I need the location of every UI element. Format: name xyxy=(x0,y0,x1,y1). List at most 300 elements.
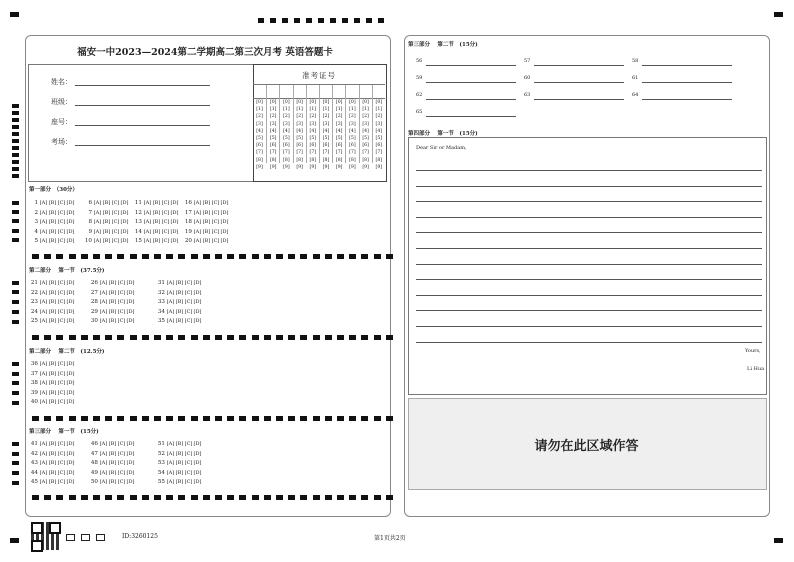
id-digit-bubble[interactable]: [4] xyxy=(269,128,277,134)
answer-bubble[interactable]: [D] xyxy=(120,238,129,245)
answer-bubble[interactable]: [A] xyxy=(39,289,48,296)
answer-bubble[interactable]: [C] xyxy=(211,228,220,235)
answer-bubble[interactable]: [B] xyxy=(175,289,184,296)
answer-bubble[interactable]: [A] xyxy=(99,460,108,467)
answer-bubble[interactable]: [B] xyxy=(102,238,111,245)
id-digit-bubble[interactable]: [6] xyxy=(349,143,356,149)
answer-bubble[interactable]: [B] xyxy=(48,460,57,467)
answer-bubble[interactable]: [A] xyxy=(39,280,48,286)
answer-bubble[interactable]: [A] xyxy=(99,318,108,325)
id-digit-bubble[interactable]: [5] xyxy=(269,136,277,142)
writing-line[interactable] xyxy=(416,310,762,311)
answer-bubble[interactable]: [C] xyxy=(57,479,66,486)
id-digit-bubble[interactable]: [9] xyxy=(349,164,356,170)
answer-bubble[interactable]: [C] xyxy=(57,399,66,406)
answer-bubble[interactable]: [C] xyxy=(161,219,170,226)
answer-bubble[interactable]: [D] xyxy=(170,209,179,216)
id-digit-bubble[interactable]: [6] xyxy=(335,143,343,149)
answer-bubble[interactable]: [A] xyxy=(39,370,48,377)
answer-bubble[interactable]: [B] xyxy=(48,361,57,367)
id-digit-bubble[interactable]: [4] xyxy=(256,128,263,134)
answer-bubble[interactable]: [D] xyxy=(66,479,75,486)
id-digit-bubble[interactable]: [0] xyxy=(349,100,356,105)
id-digit-bubble[interactable]: [1] xyxy=(362,107,369,113)
id-digit-bubble[interactable]: [3] xyxy=(375,121,383,127)
id-digit-bubble[interactable]: [1] xyxy=(375,107,383,113)
answer-bubble[interactable]: [B] xyxy=(108,299,117,306)
id-digit-bubble[interactable]: [7] xyxy=(256,150,263,156)
writing-line[interactable] xyxy=(416,232,762,233)
answer-bubble[interactable]: [B] xyxy=(48,469,57,476)
id-digit-bubble[interactable]: [3] xyxy=(349,121,356,127)
id-digit-bubble[interactable]: [4] xyxy=(349,128,356,134)
answer-bubble[interactable]: [B] xyxy=(108,280,117,286)
answer-bubble[interactable]: [D] xyxy=(66,308,75,315)
answer-bubble[interactable]: [A] xyxy=(39,361,48,367)
id-digit-bubble[interactable]: [0] xyxy=(283,100,290,105)
answer-bubble[interactable]: [A] xyxy=(39,460,48,467)
id-digit-bubble[interactable]: [4] xyxy=(335,128,343,134)
id-digit-bubble[interactable]: [7] xyxy=(309,150,317,156)
answer-bubble[interactable]: [B] xyxy=(202,209,211,216)
blank-checkbox[interactable] xyxy=(81,534,90,541)
answer-bubble[interactable]: [C] xyxy=(117,469,126,476)
id-digit-bubble[interactable]: [7] xyxy=(296,150,303,156)
answer-bubble[interactable]: [B] xyxy=(102,228,111,235)
answer-bubble[interactable]: [B] xyxy=(175,441,184,447)
id-digit-column[interactable] xyxy=(359,85,372,170)
id-digit-bubble[interactable]: [9] xyxy=(296,164,303,170)
name-field[interactable] xyxy=(75,85,210,86)
answer-bubble[interactable]: [D] xyxy=(170,219,179,226)
answer-bubble[interactable]: [C] xyxy=(211,219,220,226)
answer-bubble[interactable]: [C] xyxy=(111,238,120,245)
id-digit-bubble[interactable]: [6] xyxy=(309,143,317,149)
id-digit-bubble[interactable]: [1] xyxy=(309,107,317,113)
id-digit-bubble[interactable]: [4] xyxy=(309,128,317,134)
answer-bubble[interactable]: [A] xyxy=(99,479,108,486)
answer-bubble[interactable]: [D] xyxy=(126,479,135,486)
id-digit-bubble[interactable]: [1] xyxy=(335,107,343,113)
answer-bubble[interactable]: [C] xyxy=(184,469,193,476)
id-digit-bubble[interactable]: [7] xyxy=(322,150,330,156)
blank-answer-line[interactable] xyxy=(426,99,516,100)
answer-bubble[interactable]: [C] xyxy=(117,460,126,467)
answer-bubble[interactable]: [D] xyxy=(66,361,75,367)
id-digit-bubble[interactable]: [0] xyxy=(375,100,383,105)
id-digit-bubble[interactable]: [4] xyxy=(322,128,330,134)
room-field[interactable] xyxy=(75,145,210,146)
answer-bubble[interactable]: [A] xyxy=(93,209,102,216)
answer-bubble[interactable]: [A] xyxy=(39,209,48,216)
answer-bubble[interactable]: [B] xyxy=(48,389,57,396)
answer-bubble[interactable]: [B] xyxy=(48,308,57,315)
answer-bubble[interactable]: [B] xyxy=(202,200,211,206)
answer-bubble[interactable]: [B] xyxy=(175,308,184,315)
answer-bubble[interactable]: [A] xyxy=(39,469,48,476)
answer-bubble[interactable]: [B] xyxy=(102,219,111,226)
id-digit-bubble[interactable]: [8] xyxy=(375,157,383,163)
answer-bubble[interactable]: [C] xyxy=(57,469,66,476)
id-digit-bubble[interactable]: [5] xyxy=(375,136,383,142)
answer-bubble[interactable]: [A] xyxy=(39,200,48,206)
id-digit-bubble[interactable]: [1] xyxy=(322,107,330,113)
id-digit-bubble[interactable]: [9] xyxy=(375,164,383,170)
id-digit-column[interactable] xyxy=(306,85,319,170)
writing-line[interactable] xyxy=(416,217,762,218)
answer-bubble[interactable]: [A] xyxy=(193,228,202,235)
answer-bubble[interactable]: [B] xyxy=(48,380,57,387)
answer-bubble[interactable]: [D] xyxy=(66,289,75,296)
id-digit-bubble[interactable]: [1] xyxy=(269,107,277,113)
id-digit-bubble[interactable]: [0] xyxy=(335,100,343,105)
answer-bubble[interactable]: [B] xyxy=(48,228,57,235)
answer-bubble[interactable]: [A] xyxy=(143,228,152,235)
id-digit-bubble[interactable]: [2] xyxy=(283,114,290,120)
id-digit-bubble[interactable]: [5] xyxy=(283,136,290,142)
id-digit-column[interactable] xyxy=(266,85,279,170)
answer-bubble[interactable]: [A] xyxy=(143,209,152,216)
writing-line[interactable] xyxy=(416,264,762,265)
id-digit-bubble[interactable]: [9] xyxy=(269,164,277,170)
answer-bubble[interactable]: [C] xyxy=(184,299,193,306)
answer-bubble[interactable]: [A] xyxy=(39,219,48,226)
answer-bubble[interactable]: [D] xyxy=(126,318,135,325)
answer-bubble[interactable]: [D] xyxy=(170,200,179,206)
id-digit-bubble[interactable]: [6] xyxy=(256,143,263,149)
id-digit-bubble[interactable]: [5] xyxy=(362,136,369,142)
answer-bubble[interactable]: [D] xyxy=(220,238,229,245)
answer-bubble[interactable]: [D] xyxy=(66,228,75,235)
answer-bubble[interactable]: [A] xyxy=(166,318,175,325)
answer-bubble[interactable]: [B] xyxy=(48,289,57,296)
answer-bubble[interactable]: [A] xyxy=(143,219,152,226)
id-digit-bubble[interactable]: [9] xyxy=(322,164,330,170)
id-digit-column[interactable] xyxy=(345,85,358,170)
id-digit-bubble[interactable]: [2] xyxy=(375,114,383,120)
answer-bubble[interactable]: [B] xyxy=(202,238,211,245)
answer-bubble[interactable]: [A] xyxy=(93,200,102,206)
answer-bubble[interactable]: [A] xyxy=(39,308,48,315)
answer-bubble[interactable]: [A] xyxy=(39,318,48,325)
answer-bubble[interactable]: [C] xyxy=(57,228,66,235)
id-digit-bubble[interactable]: [6] xyxy=(375,143,383,149)
id-digit-bubble[interactable]: [1] xyxy=(296,107,303,113)
answer-bubble[interactable]: [C] xyxy=(161,228,170,235)
answer-bubble[interactable]: [D] xyxy=(66,299,75,306)
answer-bubble[interactable]: [C] xyxy=(57,219,66,226)
answer-bubble[interactable]: [B] xyxy=(48,219,57,226)
answer-bubble[interactable]: [D] xyxy=(193,318,202,325)
writing-line[interactable] xyxy=(416,326,762,327)
answer-bubble[interactable]: [D] xyxy=(120,228,129,235)
answer-bubble[interactable]: [C] xyxy=(57,299,66,306)
blank-answer-line[interactable] xyxy=(534,82,624,83)
writing-area[interactable] xyxy=(408,137,767,395)
id-digit-bubble[interactable]: [8] xyxy=(269,157,277,163)
answer-bubble[interactable]: [D] xyxy=(126,280,135,286)
answer-bubble[interactable]: [D] xyxy=(126,450,135,457)
answer-bubble[interactable]: [D] xyxy=(66,219,75,226)
answer-bubble[interactable]: [D] xyxy=(220,200,229,206)
writing-line[interactable] xyxy=(416,248,762,249)
answer-bubble[interactable]: [B] xyxy=(175,280,184,286)
answer-bubble[interactable]: [D] xyxy=(193,450,202,457)
id-digit-bubble[interactable]: [5] xyxy=(335,136,343,142)
id-digit-bubble[interactable]: [3] xyxy=(283,121,290,127)
answer-bubble[interactable]: [C] xyxy=(57,280,66,286)
answer-bubble[interactable]: [C] xyxy=(184,479,193,486)
id-digit-bubble[interactable]: [8] xyxy=(283,157,290,163)
answer-bubble[interactable]: [C] xyxy=(211,200,220,206)
blank-answer-line[interactable] xyxy=(534,99,624,100)
id-digit-bubble[interactable]: [5] xyxy=(349,136,356,142)
answer-bubble[interactable]: [A] xyxy=(99,289,108,296)
answer-bubble[interactable]: [A] xyxy=(93,238,102,245)
answer-bubble[interactable]: [A] xyxy=(143,238,152,245)
answer-bubble[interactable]: [B] xyxy=(108,308,117,315)
answer-bubble[interactable]: [D] xyxy=(66,370,75,377)
id-digit-column[interactable] xyxy=(319,85,332,170)
id-digit-bubble[interactable]: [6] xyxy=(362,143,369,149)
answer-bubble[interactable]: [A] xyxy=(39,450,48,457)
answer-bubble[interactable]: [C] xyxy=(184,441,193,447)
answer-bubble[interactable]: [A] xyxy=(39,228,48,235)
answer-bubble[interactable]: [C] xyxy=(117,450,126,457)
answer-bubble[interactable]: [D] xyxy=(193,308,202,315)
id-digit-bubble[interactable]: [2] xyxy=(322,114,330,120)
id-digit-bubble[interactable]: [6] xyxy=(269,143,277,149)
id-digit-bubble[interactable]: [3] xyxy=(309,121,317,127)
answer-bubble[interactable]: [C] xyxy=(111,228,120,235)
answer-bubble[interactable]: [C] xyxy=(57,389,66,396)
answer-bubble[interactable]: [C] xyxy=(161,200,170,206)
answer-bubble[interactable]: [B] xyxy=(152,219,161,226)
id-digit-bubble[interactable]: [3] xyxy=(335,121,343,127)
answer-bubble[interactable]: [A] xyxy=(39,389,48,396)
answer-bubble[interactable]: [B] xyxy=(152,200,161,206)
id-digit-bubble[interactable]: [1] xyxy=(283,107,290,113)
answer-bubble[interactable]: [A] xyxy=(166,441,175,447)
id-digit-bubble[interactable]: [3] xyxy=(256,121,263,127)
answer-bubble[interactable]: [D] xyxy=(120,200,129,206)
answer-bubble[interactable]: [D] xyxy=(126,299,135,306)
seat-field[interactable] xyxy=(75,125,210,126)
answer-bubble[interactable]: [A] xyxy=(99,280,108,286)
id-digit-bubble[interactable]: [4] xyxy=(296,128,303,134)
answer-bubble[interactable]: [A] xyxy=(99,441,108,447)
answer-bubble[interactable]: [D] xyxy=(193,479,202,486)
answer-bubble[interactable]: [B] xyxy=(102,200,111,206)
answer-bubble[interactable]: [D] xyxy=(193,460,202,467)
id-digit-bubble[interactable]: [8] xyxy=(335,157,343,163)
answer-bubble[interactable]: [B] xyxy=(202,219,211,226)
id-digit-bubble[interactable]: [2] xyxy=(269,114,277,120)
writing-line[interactable] xyxy=(416,186,762,187)
answer-bubble[interactable]: [B] xyxy=(108,289,117,296)
answer-bubble[interactable]: [A] xyxy=(39,238,48,245)
id-digit-bubble[interactable]: [0] xyxy=(256,100,263,105)
answer-bubble[interactable]: [C] xyxy=(57,441,66,447)
answer-bubble[interactable]: [C] xyxy=(57,318,66,325)
answer-bubble[interactable]: [A] xyxy=(93,219,102,226)
answer-bubble[interactable]: [A] xyxy=(166,299,175,306)
id-digit-bubble[interactable]: [6] xyxy=(322,143,330,149)
id-digit-bubble[interactable]: [6] xyxy=(283,143,290,149)
answer-bubble[interactable]: [B] xyxy=(48,479,57,486)
answer-bubble[interactable]: [B] xyxy=(48,318,57,325)
answer-bubble[interactable]: [C] xyxy=(161,238,170,245)
id-digit-bubble[interactable]: [6] xyxy=(296,143,303,149)
id-digit-column[interactable] xyxy=(332,85,345,170)
id-digit-bubble[interactable]: [5] xyxy=(309,136,317,142)
id-digit-bubble[interactable]: [3] xyxy=(322,121,330,127)
answer-bubble[interactable]: [D] xyxy=(66,238,75,245)
answer-bubble[interactable]: [B] xyxy=(175,460,184,467)
answer-bubble[interactable]: [B] xyxy=(108,441,117,447)
blank-answer-line[interactable] xyxy=(426,65,516,66)
blank-answer-line[interactable] xyxy=(642,65,732,66)
answer-bubble[interactable]: [B] xyxy=(108,450,117,457)
answer-bubble[interactable]: [D] xyxy=(126,441,135,447)
answer-bubble[interactable]: [A] xyxy=(193,200,202,206)
id-digit-bubble[interactable]: [7] xyxy=(269,150,277,156)
id-digit-bubble[interactable]: [0] xyxy=(322,100,330,105)
id-digit-column[interactable] xyxy=(279,85,292,170)
answer-bubble[interactable]: [B] xyxy=(175,450,184,457)
answer-bubble[interactable]: [B] xyxy=(48,370,57,377)
answer-bubble[interactable]: [B] xyxy=(175,299,184,306)
writing-line[interactable] xyxy=(416,170,762,171)
answer-bubble[interactable]: [C] xyxy=(57,380,66,387)
answer-bubble[interactable]: [C] xyxy=(57,460,66,467)
id-digit-bubble[interactable]: [0] xyxy=(362,100,369,105)
answer-bubble[interactable]: [D] xyxy=(193,289,202,296)
answer-bubble[interactable]: [B] xyxy=(48,441,57,447)
answer-bubble[interactable]: [B] xyxy=(102,209,111,216)
writing-line[interactable] xyxy=(416,295,762,296)
id-digit-bubble[interactable]: [2] xyxy=(309,114,317,120)
answer-bubble[interactable]: [D] xyxy=(126,289,135,296)
answer-bubble[interactable]: [D] xyxy=(220,228,229,235)
answer-bubble[interactable]: [B] xyxy=(108,318,117,325)
answer-bubble[interactable]: [D] xyxy=(66,209,75,216)
class-field[interactable] xyxy=(75,105,210,106)
answer-bubble[interactable]: [D] xyxy=(170,228,179,235)
id-digit-bubble[interactable]: [2] xyxy=(296,114,303,120)
answer-bubble[interactable]: [D] xyxy=(126,460,135,467)
answer-bubble[interactable]: [C] xyxy=(184,289,193,296)
answer-bubble[interactable]: [A] xyxy=(99,308,108,315)
answer-bubble[interactable]: [C] xyxy=(184,460,193,467)
answer-bubble[interactable]: [B] xyxy=(175,469,184,476)
id-digit-bubble[interactable]: [7] xyxy=(375,150,383,156)
answer-bubble[interactable]: [C] xyxy=(117,318,126,325)
answer-bubble[interactable]: [A] xyxy=(166,469,175,476)
answer-bubble[interactable]: [B] xyxy=(175,479,184,486)
answer-bubble[interactable]: [D] xyxy=(66,450,75,457)
answer-bubble[interactable]: [C] xyxy=(184,450,193,457)
id-digit-bubble[interactable]: [0] xyxy=(296,100,303,105)
blank-answer-line[interactable] xyxy=(534,65,624,66)
answer-bubble[interactable]: [B] xyxy=(48,209,57,216)
answer-bubble[interactable]: [D] xyxy=(193,469,202,476)
id-digit-column[interactable] xyxy=(293,85,306,170)
id-digit-bubble[interactable]: [8] xyxy=(309,157,317,163)
answer-bubble[interactable]: [C] xyxy=(184,308,193,315)
blank-checkbox[interactable] xyxy=(96,534,105,541)
answer-bubble[interactable]: [C] xyxy=(211,238,220,245)
answer-bubble[interactable]: [B] xyxy=(152,209,161,216)
answer-bubble[interactable]: [D] xyxy=(66,380,75,387)
answer-bubble[interactable]: [C] xyxy=(117,289,126,296)
id-digit-bubble[interactable]: [8] xyxy=(362,157,369,163)
answer-bubble[interactable]: [A] xyxy=(39,299,48,306)
answer-bubble[interactable]: [D] xyxy=(126,469,135,476)
answer-bubble[interactable]: [D] xyxy=(66,318,75,325)
id-digit-bubble[interactable]: [5] xyxy=(296,136,303,142)
id-digit-bubble[interactable]: [5] xyxy=(322,136,330,142)
id-digit-column[interactable] xyxy=(372,85,385,170)
id-digit-bubble[interactable]: [2] xyxy=(335,114,343,120)
answer-bubble[interactable]: [A] xyxy=(39,380,48,387)
answer-bubble[interactable]: [B] xyxy=(48,399,57,406)
answer-bubble[interactable]: [B] xyxy=(48,299,57,306)
answer-bubble[interactable]: [B] xyxy=(175,318,184,325)
id-digit-bubble[interactable]: [7] xyxy=(349,150,356,156)
answer-bubble[interactable]: [D] xyxy=(126,308,135,315)
id-digit-bubble[interactable]: [9] xyxy=(335,164,343,170)
answer-bubble[interactable]: [B] xyxy=(48,200,57,206)
blank-answer-line[interactable] xyxy=(642,82,732,83)
writing-line[interactable] xyxy=(416,342,762,343)
answer-bubble[interactable]: [A] xyxy=(166,280,175,286)
answer-bubble[interactable]: [C] xyxy=(184,280,193,286)
id-digit-bubble[interactable]: [5] xyxy=(256,136,263,142)
id-digit-bubble[interactable]: [7] xyxy=(362,150,369,156)
answer-bubble[interactable]: [A] xyxy=(193,219,202,226)
answer-bubble[interactable]: [B] xyxy=(152,238,161,245)
id-digit-bubble[interactable]: [8] xyxy=(256,157,263,163)
id-digit-bubble[interactable]: [3] xyxy=(269,121,277,127)
answer-bubble[interactable]: [B] xyxy=(48,238,57,245)
answer-bubble[interactable]: [B] xyxy=(48,450,57,457)
answer-bubble[interactable]: [C] xyxy=(111,200,120,206)
answer-bubble[interactable]: [D] xyxy=(66,399,75,406)
writing-line[interactable] xyxy=(416,279,762,280)
id-digit-bubble[interactable]: [4] xyxy=(362,128,369,134)
answer-bubble[interactable]: [A] xyxy=(143,200,152,206)
answer-bubble[interactable]: [B] xyxy=(108,469,117,476)
answer-bubble[interactable]: [B] xyxy=(152,228,161,235)
answer-bubble[interactable]: [C] xyxy=(117,441,126,447)
answer-bubble[interactable]: [B] xyxy=(48,280,57,286)
answer-bubble[interactable]: [D] xyxy=(220,219,229,226)
answer-bubble[interactable]: [A] xyxy=(166,450,175,457)
answer-bubble[interactable]: [C] xyxy=(111,219,120,226)
answer-bubble[interactable]: [C] xyxy=(57,209,66,216)
answer-bubble[interactable]: [C] xyxy=(161,209,170,216)
answer-bubble[interactable]: [A] xyxy=(166,308,175,315)
writing-line[interactable] xyxy=(416,201,762,202)
answer-bubble[interactable]: [C] xyxy=(184,318,193,325)
answer-bubble[interactable]: [A] xyxy=(166,479,175,486)
answer-bubble[interactable]: [D] xyxy=(120,219,129,226)
answer-bubble[interactable]: [D] xyxy=(66,280,75,286)
blank-answer-line[interactable] xyxy=(426,116,516,117)
id-digit-bubble[interactable]: [1] xyxy=(349,107,356,113)
answer-bubble[interactable]: [B] xyxy=(108,479,117,486)
